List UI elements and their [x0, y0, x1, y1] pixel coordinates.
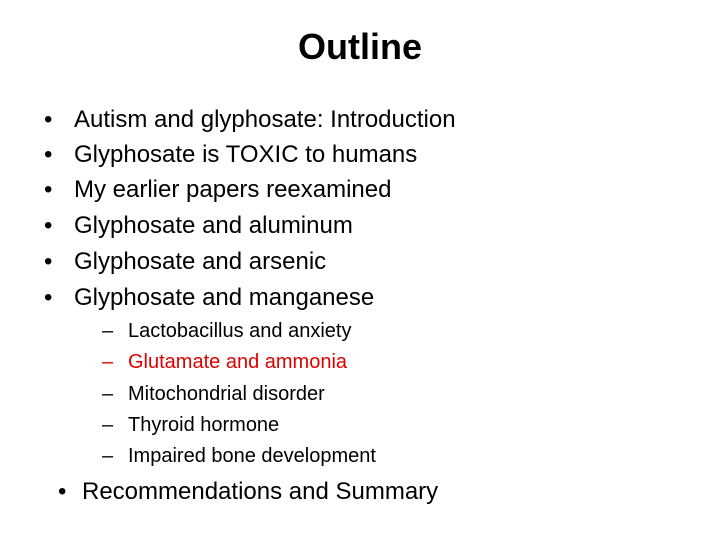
- list-item-label: Glyphosate is TOXIC to humans: [74, 141, 418, 168]
- bullet-icon: •: [44, 106, 53, 133]
- bullet-icon: •: [44, 141, 53, 168]
- dash-icon: –: [102, 351, 114, 373]
- sub-list-item-label: Impaired bone development: [128, 445, 376, 467]
- bullet-icon: •: [44, 212, 53, 239]
- list-item-label: Glyphosate and arsenic: [74, 248, 327, 275]
- sub-list-item-label: Thyroid hormone: [128, 414, 280, 436]
- list-item-label: Glyphosate and manganese: [74, 284, 375, 311]
- list-item-label: Recommendations and Summary: [82, 478, 439, 505]
- list-item-label: Glyphosate and aluminum: [74, 212, 353, 239]
- list-item-label: Autism and glyphosate: Introduction: [74, 106, 456, 133]
- list-item-label: My earlier papers reexamined: [74, 176, 392, 203]
- dash-icon: –: [102, 320, 114, 342]
- dash-icon: –: [102, 383, 114, 405]
- dash-icon: –: [102, 414, 114, 436]
- bullet-icon: •: [44, 248, 53, 275]
- bullet-icon: •: [58, 478, 67, 505]
- slide-title: Outline: [298, 26, 422, 67]
- dash-icon: –: [102, 445, 114, 467]
- sub-list-item-label: Lactobacillus and anxiety: [128, 320, 352, 342]
- sub-list-item-label: Mitochondrial disorder: [128, 383, 325, 405]
- sub-list-item-label: Glutamate and ammonia: [128, 351, 348, 373]
- bullet-icon: •: [44, 284, 53, 311]
- bullet-icon: •: [44, 176, 53, 203]
